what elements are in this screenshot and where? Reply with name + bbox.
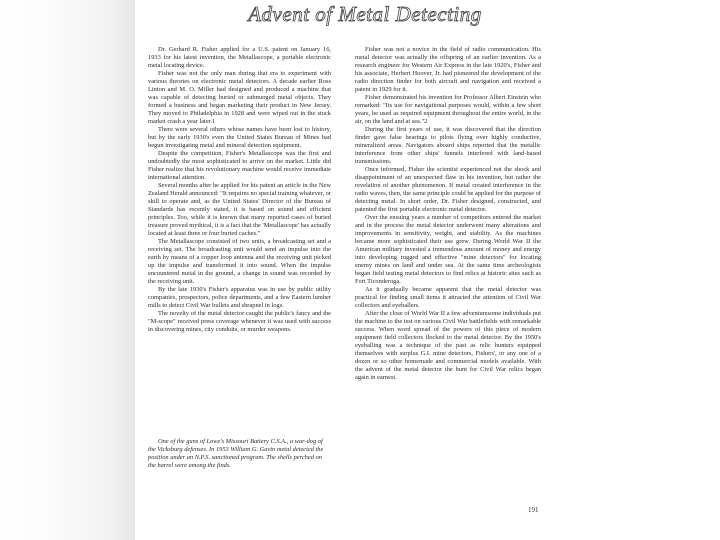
page-title: Advent of Metal Detecting	[248, 2, 482, 26]
paragraph: The novelty of the metal detector caught the public's fancy and the "M-scope" received press coverage whenever it was used with success in discovering mines, city conduits, or murder weapons.	[148, 310, 331, 333]
paragraph: Several months after he applied for his patent an article in the New Zealand Herald announced: "It requires no special training whatever, or skill to operate and, as the United States' Director of the Bureau of Standards has recently stated, it is based on sound and efficient principles. Too, while it is known that many reported cases of buried treasure proved mythical, it is a fact that the 'Metallascope' has actually located at least three or four buried caches."	[148, 182, 331, 237]
paragraph: As it gradually became apparent that the metal detector was practical for finding small items it attracted the attention of Civil War collectors and eyeballers.	[355, 286, 541, 309]
paragraph: Fisher demonstrated his invention for Professor Albert Einstein who remarked: "Its use for navigational purposes would, within a few short years, be used as required equipment throughout the entire world, in the air, on the land and at sea."2	[355, 94, 541, 125]
paragraph: Fisher was not a novice in the field of radio communication. His metal detector was actually the offspring of an earlier invention. As a research engineer for Western Air Express in the late 1920's, Fisher and his associate, Herbert Hoover, Jr. had pioneered the development of the radio direction finder for both aircraft and navigation and received a patent in 1929 for it.	[355, 46, 541, 93]
paragraph: Despite the competition, Fisher's Metallascope was the first and undoubtedly the most sophisticated to arrive on the market. Little did Fisher realize that his revolutionary machine would receive immediate international attention.	[148, 150, 331, 181]
paragraph: Once informed, Fisher the scientist experienced not the shock and disappointment of an unexpected flaw in his invention, but rather the revelation of another phenomenon. If metal created interference in the radio waves, then, the same principle could be applied for the purpose of detecting metal. In short order, Dr. Fisher designed, constructed, and patented the first portable electronic metal detector.	[355, 166, 541, 213]
page-gutter-shadow	[0, 0, 135, 540]
left-column	[148, 46, 331, 456]
photo-caption	[148, 438, 326, 470]
paragraph: By the late 1930's Fisher's apparatus was in use by public utility companies, prospectors, police departments, and a few Eastern lumber mills to detect Civil War bullets and shrapnel in logs.	[148, 286, 331, 309]
right-column	[355, 46, 541, 501]
paragraph: Over the ensuing years a number of competitors entered the market and in the process the metal detector underwent many alterations and improvements in sensitivity, weight, and stability. As the machines became more sophisticated their use grew. During World War II the American military invested a tremendous amount of money and energy into developing rugged and effective "mine detectors" for locating enemy mines on land and under sea. At the same time archeologists began field testing metal detectors to find relics at historic sites such as Fort Ticonderoga.	[355, 214, 541, 285]
page-number: 191	[528, 506, 539, 514]
paragraph: During the first years of use, it was discovered that the direction finder gave false bearings to pilots flying over highly conductive, mineralized areas. Navigators aboard ships reported that the metallic interference from other ships' funnels interfered with land-based transmissions.	[355, 126, 541, 165]
paragraph: The Metallascope consisted of two units, a broadcasting set and a receiving set. The broadcasting unit would send an impulse into the earth by means of a copper loop antenna and the receiving unit picked up the impulse and transformed it into sound. When the impulse encountered metal in the ground, a change in sound was recorded by the receiving unit.	[148, 238, 331, 285]
caption-text: One of the guns of Lowe's Missouri Battery C.S.A., a war-dog of the Vicksburg defenses. In 1953 William G. Gavin metal detected the position under an N.P.S. sanctioned program. The shells perched on the barrel were among the finds.	[148, 438, 324, 469]
paragraph: Fisher was not the only man during that era to experiment with various theories on electronic metal detectors. A decade earlier Ross Linton and M. O. Miller had designed and produced a machine that was capable of detecting buried or submerged metal objects. They formed a business and began marketing their product in New Jersey. They moved to Philadelphia in 1928 and were wiped out in the stock market crash a year later.1	[148, 70, 331, 125]
paragraph: There were several others whose names have been lost to history, but by the early 1930's even the United States Bureau of Mines had begun investigating metal and mineral detection equipment.	[148, 126, 331, 149]
paragraph: After the close of World War II a few adventuresome individuals put the machine to the test on various Civil War battlefields with remarkable success. When word spread of the powers of this piece of modern equipment field collectors flocked to the metal detector. By the 1950's eyeballing was a technique of the past as relic hunters equipped themselves with surplus G.I. mine detectors, Fishers', or any one of a dozen or so other homemade and commercial models available. With the advent of the metal detector the hunt for Civil War relics began again in earnest.	[355, 310, 541, 381]
paragraph: Dr. Gerhard R. Fisher applied for a U.S. patent on January 16, 1933 for his latest invention, the Metallascope, a portable electronic metal locating device.	[148, 46, 331, 69]
